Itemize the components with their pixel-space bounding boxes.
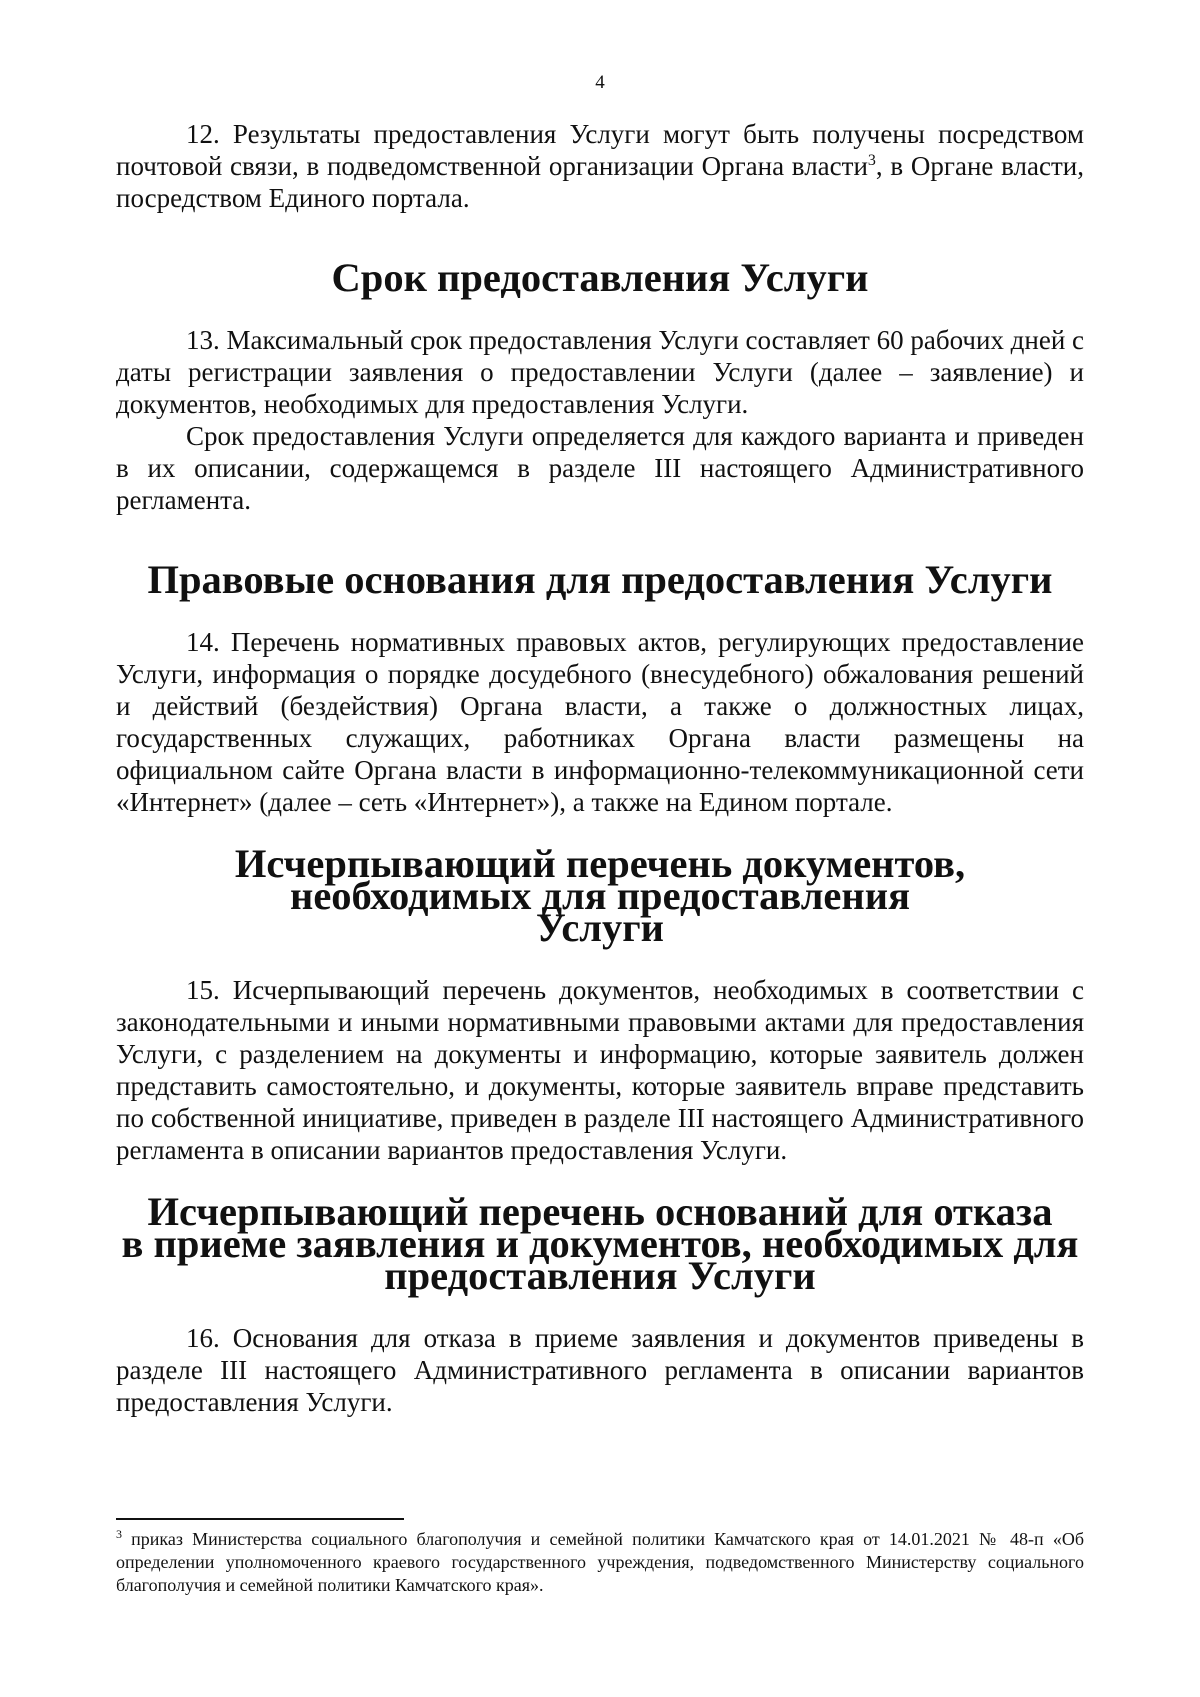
paragraph-12 (116, 118, 1084, 214)
footnote-separator (116, 1518, 404, 1520)
heading-documents-list-line-1: Исчерпывающий перечень документов, необходимых для предоставления (234, 841, 966, 918)
heading-refusal-grounds (116, 1189, 1084, 1298)
paragraph-15: 15. Исчерпывающий перечень документов, необходимых в соответствии с законодательными и иными нормативными правовыми актами для предоставления Услуги, с разделением на документы и информацию, которые заявитель должен представить самостоятельно, и документы, которые заявитель вправе представить по собственной инициативе, приведен в разделе III настоящего Административного регламента в описании вариантов предоставления Услуги. (116, 975, 1084, 1165)
heading-documents-list-line-2: Услуги (535, 905, 665, 950)
paragraph-14: 14. Перечень нормативных правовых актов, регулирующих предоставление Услуги, информация о порядке досудебного (внесудебного) обжалования решений и действий (бездействия) Органа власти, а также о должностных лицах, государственных служащих, работниках Органа власти размещены на официальном сайте Органа власти в информационно-телекоммуникационной сети «Интернет» (далее – сеть «Интернет»), а также на Едином портале. (116, 627, 1084, 817)
page-number: 4 (595, 72, 605, 93)
heading-service-term: Срок предоставления Услуги (331, 255, 869, 300)
footnote (116, 1528, 1084, 1597)
paragraph-12-text-end: , в Органе власти, посредством Единого портала. (116, 151, 1084, 213)
heading-refusal-grounds-line-1: Исчерпывающий перечень оснований для отказа (147, 1189, 1053, 1234)
document-body (116, 118, 1084, 1418)
footnote-mark: 3 (116, 1527, 122, 1541)
heading-documents-list (116, 841, 1084, 950)
paragraph-13: 13. Максимальный срок предоставления Услуги составляет 60 рабочих дней с даты регистрации заявления о предоставлении Услуги (далее – заявление) и документов, необходимых для предоставления Услуги. (116, 325, 1085, 419)
heading-refusal-grounds-line-2: в приеме заявления и документов, необходимых для предоставления Услуги (121, 1221, 1079, 1298)
heading-legal-grounds: Правовые основания для предоставления Услуги (147, 557, 1053, 602)
footnote-text: приказ Министерства социального благополучия и семейной политики Камчатского края от 14.01.2021 № 48-п «Об определении уполномоченного краевого государственного учреждения, подведомственного Министерству социального благополучия и семейной политики Камчатского края». (116, 1529, 1084, 1595)
paragraph-12-text-start: 12. Результаты предоставления Услуги могут быть получены посредством почтовой связи, в подведомственной организации Органа власти (116, 119, 1084, 181)
footnote-reference: 3 (867, 152, 876, 169)
paragraph-13-term: Срок предоставления Услуги определяется для каждого варианта и приведен в их описании, содержащемся в разделе III настоящего Административного регламента. (116, 421, 1084, 515)
paragraph-16: 16. Основания для отказа в приеме заявления и документов приведены в разделе III настоящего Административного регламента в описании вариантов предоставления Услуги. (116, 1323, 1084, 1417)
